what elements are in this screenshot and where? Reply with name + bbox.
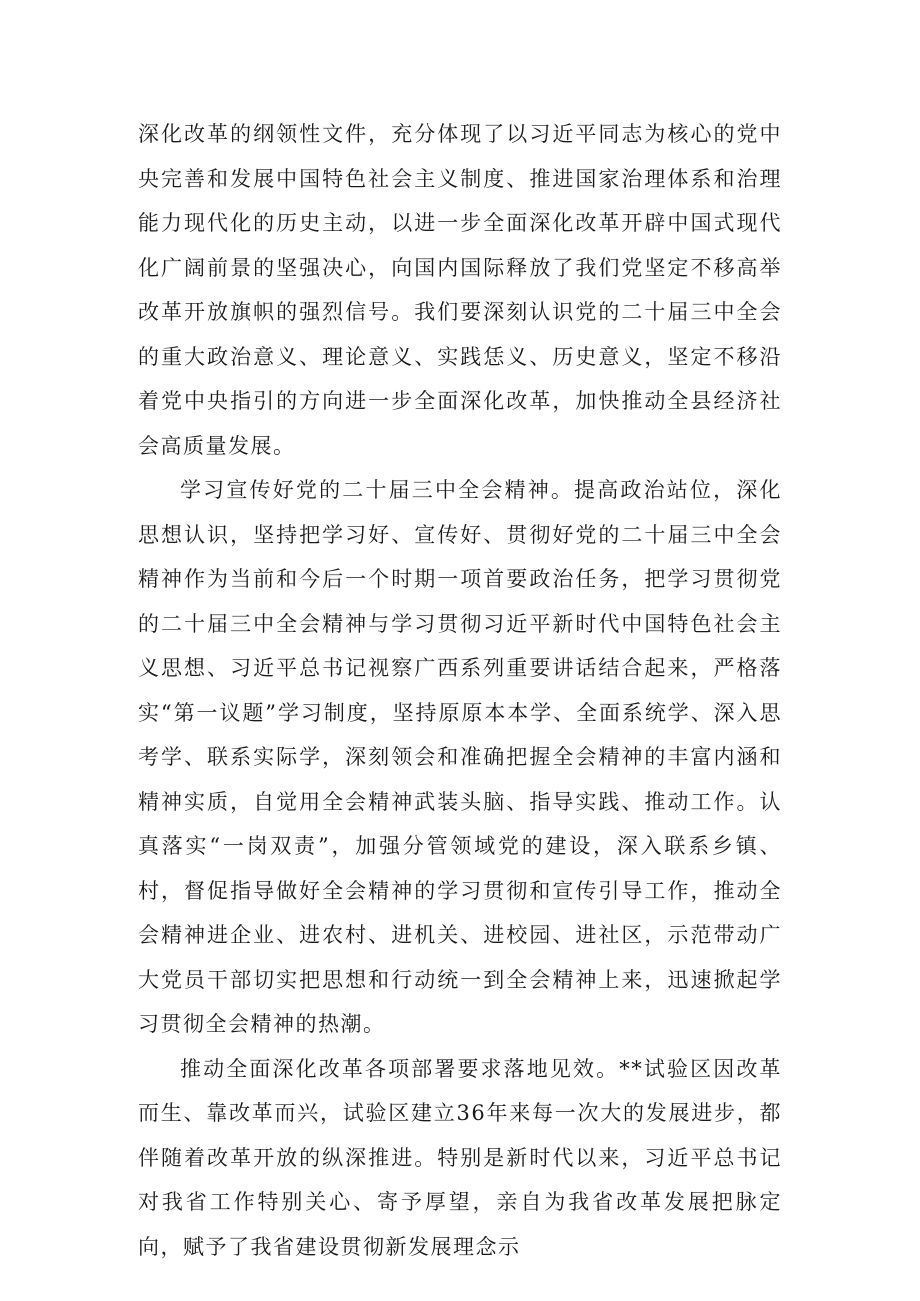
paragraph-continued: 深化改革的纲领性文件，充分体现了以习近平同志为核心的党中央完善和发展中国特色社会主义制度、推进国家治理体系和治理能力现代化的历史主动，以进一步全面深化改革开辟中国式现代化广阔前景的坚强决心，向国内国际释放了我们党坚定不移高举改革开放旗帜的强烈信号。我们要深刻认识党的二十届三中全会的重大政治意义、理论意义、实践恁义、历史意义，坚定不移沿着党中央指引的方向进一步全面深化改革，加快推动全县经济社会高质量发展。 bbox=[138, 122, 782, 458]
paragraph-deepen-reform: 推动全面深化改革各项部署要求落地见效。**试验区因改革而生、靠改革而兴，试验区建立36年来每一次大的发展进步，都伴随着改革开放的纵深推进。特别是新时代以来，习近平总书记对我省工作特别关心、寄予厚望，亲自为我省改革发展把脉定向，赋予了我省建设贯彻新发展理念示 bbox=[138, 1056, 782, 1259]
document-body bbox=[138, 112, 782, 1269]
paragraph-study-publicize: 学习宣传好党的二十届三中全会精神。提高政治站位，深化思想认识，坚持把学习好、宣传好、贯彻好党的二十届三中全会精神作为当前和今后一个时期一项首要政治任务，把学习贯彻党的二十届三中全会精神与学习贯彻习近平新时代中国特色社会主义思想、习近平总书记视察广西系列重要讲话结合起来，严格落实“第一议题”学习制度，坚持原原本本学、全面系统学、深入思考学、联系实际学，深刻领会和准确把握全会精神的丰富内涵和精神实质，自觉用全会精神武装头脑、指导实践、推动工作。认真落实“一岗双责”，加强分管领域党的建设，深入联系乡镇、村，督促指导做好全会精神的学习贯彻和宣传引导工作，推动全会精神进企业、进农村、进机关、进校园、进社区，示范带动广大党员干部切实把思想和行动统一到全会精神上来，迅速掀起学习贯彻全会精神的热潮。 bbox=[138, 478, 782, 1036]
